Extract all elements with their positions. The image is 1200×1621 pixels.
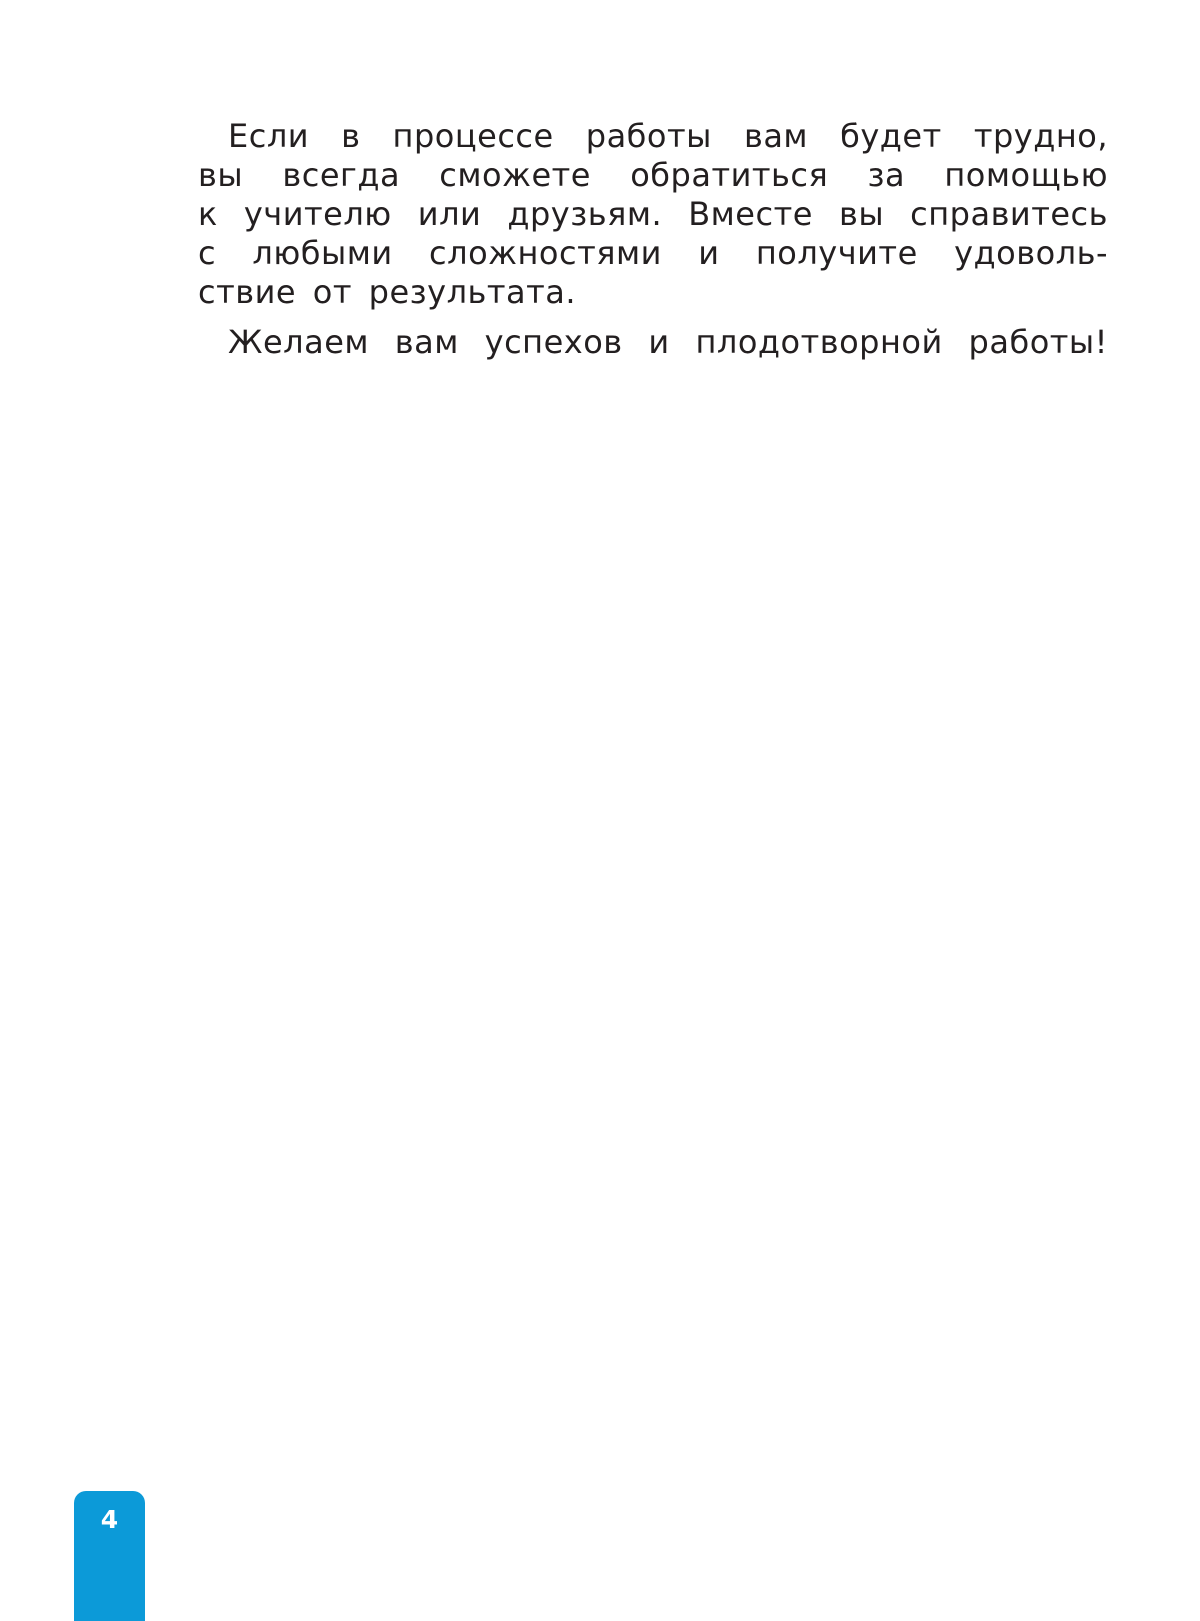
page-number-tab [74,1491,145,1621]
page-number: 4 [100,1505,119,1534]
text-line: Если в процессе работы вам будет трудно, [228,117,1108,155]
text-line: к учителю или друзьям. Вместе вы справитесь [198,195,1108,233]
text-line: с любыми сложностями и получите удоволь- [198,234,1108,272]
text-line: Желаем вам успехов и плодотворной работы! [228,323,1108,361]
text-line: вы всегда сможете обратиться за помощью [198,156,1108,194]
paragraph-wish [198,323,1108,362]
body-text [198,117,1108,362]
text-line: ствие от результата. [198,273,577,311]
paragraph-help [198,117,1108,312]
